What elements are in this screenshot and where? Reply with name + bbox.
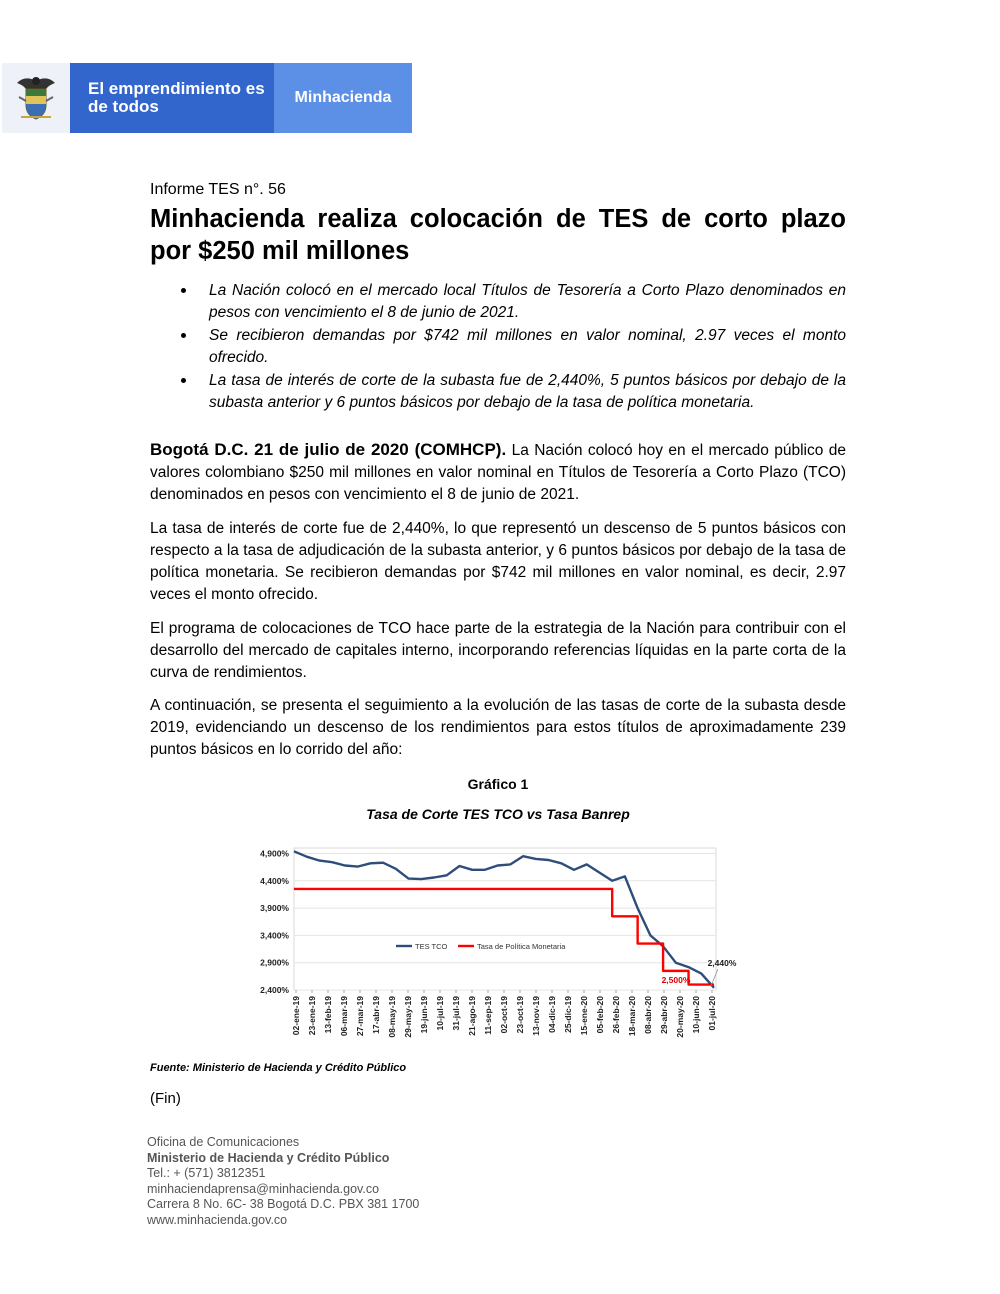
x-tick-label: 15-ene-20	[579, 996, 589, 1036]
x-tick-label: 13-nov-19	[531, 996, 541, 1036]
footer-phone: Tel.: + (571) 3812351	[147, 1166, 266, 1180]
source-note: Fuente: Ministerio de Hacienda y Crédito Público	[150, 1062, 407, 1074]
x-tick-label: 25-dic-19	[563, 996, 573, 1033]
x-tick-label: 23-oct-19	[515, 996, 525, 1034]
colombia-coat-of-arms-icon	[13, 73, 59, 123]
annotation-label: 2,440%	[707, 958, 737, 968]
bullet-dot-icon	[181, 378, 186, 383]
paragraph-2: La tasa de interés de corte fue de 2,440%, lo que representó un descenso de 5 puntos básicos con respecto a la tasa de adjudicación de la subasta anterior, y 6 puntos básicos por debajo de la tasa de política monetaria. Se recibieron demandas por $742 mil millones en valor nominal, es decir, 2.97 veces el monto ofrecido.	[150, 520, 846, 603]
x-tick-label: 13-feb-19	[323, 996, 333, 1034]
plot-area	[294, 848, 716, 990]
end-marker: (Fin)	[150, 1090, 181, 1107]
x-tick-label: 18-mar-20	[627, 996, 637, 1037]
figure-title: Tasa de Corte TES TCO vs Tasa Banrep	[366, 806, 630, 822]
x-tick-label: 21-ago-19	[467, 996, 477, 1036]
paragraph-3: El programa de colocaciones de TCO hace parte de la estrategia de la Nación para contribuir con el desarrollo del mercado de capitales interno, incorporando referencias líquidas en la parte corta de la curva de rendimientos.	[150, 620, 846, 681]
x-tick-label: 29-abr-20	[659, 996, 669, 1034]
y-tick-label: 3,400%	[260, 930, 289, 941]
bullet-item: La Nación colocó en el mercado local Títulos de Tesorería a Corto Plazo denominados en pesos con vencimiento el 8 de junio de 2021.	[150, 280, 846, 323]
footer-ministry: Ministerio de Hacienda y Crédito Público	[147, 1150, 390, 1165]
footer-contact	[147, 1135, 419, 1228]
bullet-item: Se recibieron demandas por $742 mil millones en valor nominal, 2.97 veces el monto ofrecido.	[150, 325, 846, 368]
banner-slogan: El emprendimiento es de todos	[88, 79, 265, 116]
footer-email[interactable]: minhaciendaprensa@minhacienda.gov.co	[147, 1181, 380, 1196]
x-tick-label: 11-sep-19	[483, 996, 493, 1035]
x-tick-label: 02-oct-19	[499, 996, 509, 1034]
annotation-leader	[711, 969, 718, 986]
x-tick-label: 10-jun-20	[691, 996, 701, 1034]
headline: Minhacienda realiza colocación de TES de corto plazo por $250 mil millones	[150, 205, 846, 265]
x-tick-label: 08-may-19	[387, 996, 397, 1038]
x-tick-label: 05-feb-20	[595, 996, 605, 1034]
dateline: Bogotá D.C. 21 de julio de 2020 (COMHCP).	[150, 440, 507, 459]
crest-container	[2, 63, 70, 133]
series-line-tes-tco	[294, 851, 714, 988]
rates-line-chart	[248, 838, 748, 1050]
y-tick-label: 4,400%	[260, 875, 289, 886]
paragraph-1: Bogotá D.C. 21 de julio de 2020 (COMHCP). La Nación colocó hoy en el mercado público de valores colombiano $250 mil millones en valor nominal en Títulos de Tesorería a Corto Plazo (TCO) denominados en pesos con vencimiento el 8 de junio de 2021.	[150, 440, 846, 503]
y-tick-label: 2,900%	[260, 957, 289, 968]
x-tick-label: 17-abr-19	[371, 996, 381, 1034]
x-tick-label: 04-dic-19	[547, 996, 557, 1033]
footer-address: Carrera 8 No. 6C- 38 Bogotá D.C. PBX 381 1700	[147, 1197, 420, 1211]
header-banner	[2, 63, 412, 133]
annotation-label: 2,500%	[661, 975, 691, 985]
x-tick-label: 06-mar-19	[339, 996, 349, 1037]
footer-office: Oficina de Comunicaciones	[147, 1135, 300, 1149]
x-tick-label: 31-jul-19	[451, 996, 461, 1031]
footer-website[interactable]: www.minhacienda.gov.co	[147, 1212, 288, 1227]
brand-name: Minhacienda	[294, 89, 392, 106]
summary-bullets	[150, 280, 846, 415]
bullet-dot-icon	[181, 288, 186, 293]
brand-box	[274, 63, 412, 133]
x-tick-label: 20-may-20	[675, 996, 685, 1038]
x-tick-label: 26-feb-20	[611, 996, 621, 1034]
x-tick-label: 19-jun-19	[419, 996, 429, 1034]
report-number: Informe TES n°. 56	[150, 181, 286, 198]
y-tick-label: 3,900%	[260, 903, 289, 914]
bullet-dot-icon	[181, 333, 186, 338]
legend-label: TES TCO	[415, 942, 448, 951]
figure-label: Gráfico 1	[467, 776, 529, 792]
x-tick-label: 08-abr-20	[643, 996, 653, 1034]
x-tick-label: 23-ene-19	[307, 996, 317, 1036]
x-tick-label: 10-jul-19	[435, 996, 445, 1031]
bullet-item: La tasa de interés de corte de la subasta fue de 2,440%, 5 puntos básicos por debajo de la subasta anterior y 6 puntos básicos por debajo de la tasa de política monetaria.	[150, 370, 846, 413]
x-tick-label: 29-may-19	[403, 996, 413, 1038]
x-tick-label: 02-ene-19	[291, 996, 301, 1036]
x-tick-label: 01-jul-20	[707, 996, 717, 1031]
y-tick-label: 2,400%	[260, 985, 289, 995]
paragraph-4: A continuación, se presenta el seguimiento a la evolución de las tasas de corte de la subasta desde 2019, evidenciando un descenso de los rendimientos para estos títulos de aproximadamente 239 puntos básicos en lo corrido del año:	[150, 697, 846, 758]
legend-label: Tasa de Política Monetaria	[477, 942, 566, 951]
y-tick-label: 4,900%	[260, 848, 289, 859]
x-tick-label: 27-mar-19	[355, 996, 365, 1037]
